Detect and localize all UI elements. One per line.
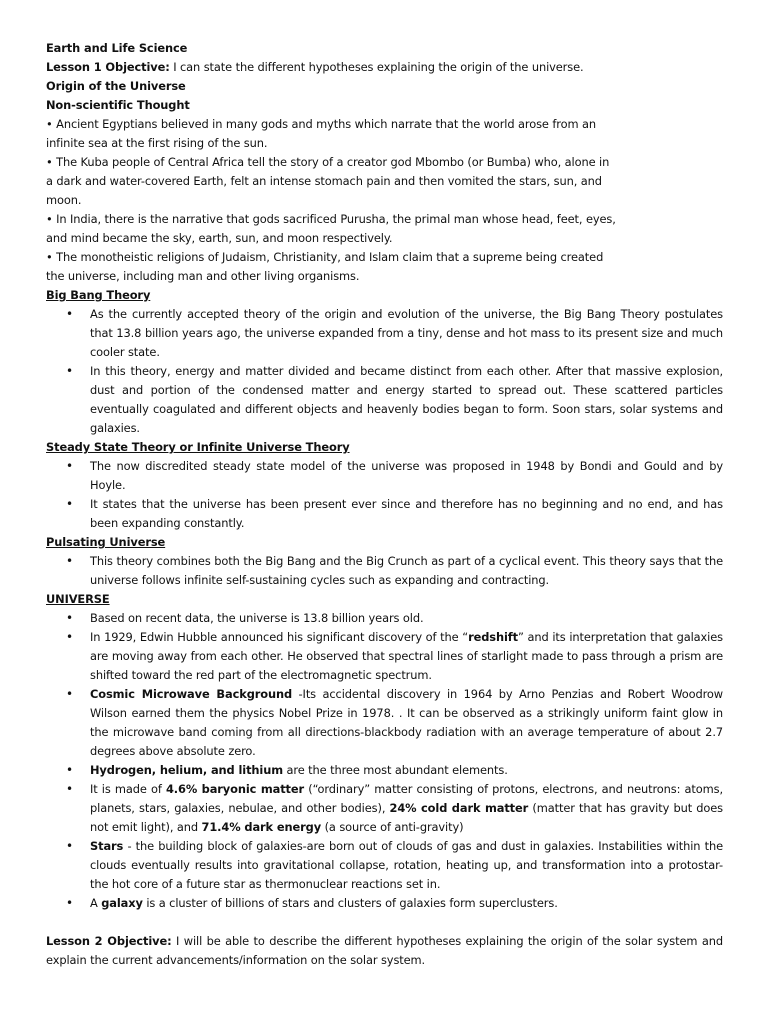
dark-energy-term: 71.4% dark energy xyxy=(201,820,322,834)
list-item: • In this theory, energy and matter divided and became distinct from each other. After that massive explosion, dust and portion of the condensed matter and energy started to spread out. These scattered particles eventually coagulated and different objects and heavenly bodies began to form. Soon stars, solar systems and galaxies. xyxy=(46,362,723,438)
section-spacer xyxy=(46,913,723,932)
nonsci-line: the universe, including man and other living organisms. xyxy=(46,269,360,283)
list-item xyxy=(46,780,723,837)
elements-term: Hydrogen, helium, and lithium xyxy=(90,763,284,777)
lesson2-label: Lesson 2 Objective: xyxy=(46,934,172,948)
text-run: In 1929, Edwin Hubble announced his significant discovery of the “ xyxy=(90,630,469,644)
text-run: (a source of anti-gravity) xyxy=(321,820,464,834)
text-run: - the building block of galaxies-are born out of clouds of gas and dust in galaxies. Instabilities within the clouds eventually results into gravitational collapse, rotation, heating up, and transformation into a protostar-the hot core of a future star as thermonuclear reactions set in. xyxy=(90,839,723,891)
universe-list xyxy=(46,609,723,913)
nonsci-line: and mind became the sky, earth, sun, and moon respectively. xyxy=(46,231,393,245)
list-item xyxy=(46,628,723,685)
list-item xyxy=(46,837,723,894)
big-bang-heading: Big Bang Theory xyxy=(46,288,151,302)
text-run: A xyxy=(90,896,102,910)
list-item: • As the currently accepted theory of the origin and evolution of the universe, the Big Bang Theory postulates that 13.8 billion years ago, the universe expanded from a tiny, dense and hot mass to its present size and much cooler state. xyxy=(46,305,723,362)
text-run: (“ordinary” matter consisting of protons, electrons, and neutrons: atoms, planets, stars, galaxies, nebulae, and other bodies), xyxy=(90,782,723,815)
nonsci-line: • The monotheistic religions of Judaism, Christianity, and Islam claim that a supreme being created xyxy=(46,250,604,264)
list-item xyxy=(46,894,723,913)
list-item xyxy=(46,761,723,780)
list-item: • It states that the universe has been present ever since and therefore has no beginning and no end, and has been expanding constantly. xyxy=(46,495,723,533)
topic-title: Origin of the Universe xyxy=(46,79,186,93)
pulsating-list xyxy=(46,552,723,590)
lesson1-label: Lesson 1 Objective: xyxy=(46,60,170,74)
text-run: It is made of xyxy=(90,782,166,796)
lesson1-text: I can state the different hypotheses explaining the origin of the universe. xyxy=(169,60,584,74)
big-bang-list xyxy=(46,305,723,438)
stars-term: Stars xyxy=(90,839,124,853)
subject-title: Earth and Life Science xyxy=(46,41,188,55)
text-run: is a cluster of billions of stars and clusters of galaxies form superclusters. xyxy=(142,896,558,910)
list-item: • The now discredited steady state model of the universe was proposed in 1948 by Bondi and Gould and by Hoyle. xyxy=(46,457,723,495)
nonsci-line: infinite sea at the first rising of the sun. xyxy=(46,136,268,150)
steady-state-heading: Steady State Theory or Infinite Universe Theory xyxy=(46,440,350,454)
universe-heading: UNIVERSE xyxy=(46,592,110,606)
list-item xyxy=(46,609,723,628)
baryonic-term: 4.6% baryonic matter xyxy=(165,782,305,796)
nonsci-line: a dark and water-covered Earth, felt an intense stomach pain and then vomited the stars, sun, and xyxy=(46,174,602,188)
lesson2-text: I will be able to describe the different hypotheses explaining the origin of the solar system and explain the current advancements/information on the solar system. xyxy=(46,934,723,967)
lesson2-objective xyxy=(46,932,723,970)
document-page xyxy=(46,39,723,970)
pulsating-heading: Pulsating Universe xyxy=(46,535,166,549)
dark-matter-term: 24% cold dark matter xyxy=(389,801,529,815)
lesson1-objective xyxy=(46,58,723,77)
redshift-term: redshift xyxy=(468,630,518,644)
text-run: are the three most abundant elements. xyxy=(283,763,508,777)
steady-state-list xyxy=(46,457,723,533)
text-run: ” and its interpretation that galaxies are moving away from each other. He observed that spectral lines of starlight made to pass through a prism are shifted toward the red part of the electromagnetic spectrum. xyxy=(90,630,723,682)
list-item: • This theory combines both the Big Bang and the Big Crunch as part of a cyclical event. This theory says that the universe follows infinite self-sustaining cycles such as expanding and contracting. xyxy=(46,552,723,590)
text-run: -Its accidental discovery in 1964 by Arno Penzias and Robert Woodrow Wilson earned them the physics Nobel Prize in 1978. . It can be observed as a strikingly uniform faint glow in the microwave band coming from all directions-blackbody radiation with an average temperature of about 2.7 degrees above absolute zero. xyxy=(90,687,723,758)
nonsci-heading: Non-scientific Thought xyxy=(46,98,190,112)
list-item xyxy=(46,685,723,761)
nonsci-line: • In India, there is the narrative that gods sacrificed Purusha, the primal man whose head, feet, eyes, xyxy=(46,212,616,226)
cmb-term: Cosmic Microwave Background xyxy=(90,687,293,701)
universe-age-text: Based on recent data, the universe is 13.8 billion years old. xyxy=(90,611,424,625)
text-run: (matter that has gravity but does not emit light), and xyxy=(90,801,723,834)
nonsci-line: • Ancient Egyptians believed in many gods and myths which narrate that the world arose from an xyxy=(46,117,596,131)
nonsci-line: moon. xyxy=(46,193,82,207)
galaxy-term: galaxy xyxy=(101,896,143,910)
nonsci-line: • The Kuba people of Central Africa tell the story of a creator god Mbombo (or Bumba) who, alone in xyxy=(46,155,610,169)
